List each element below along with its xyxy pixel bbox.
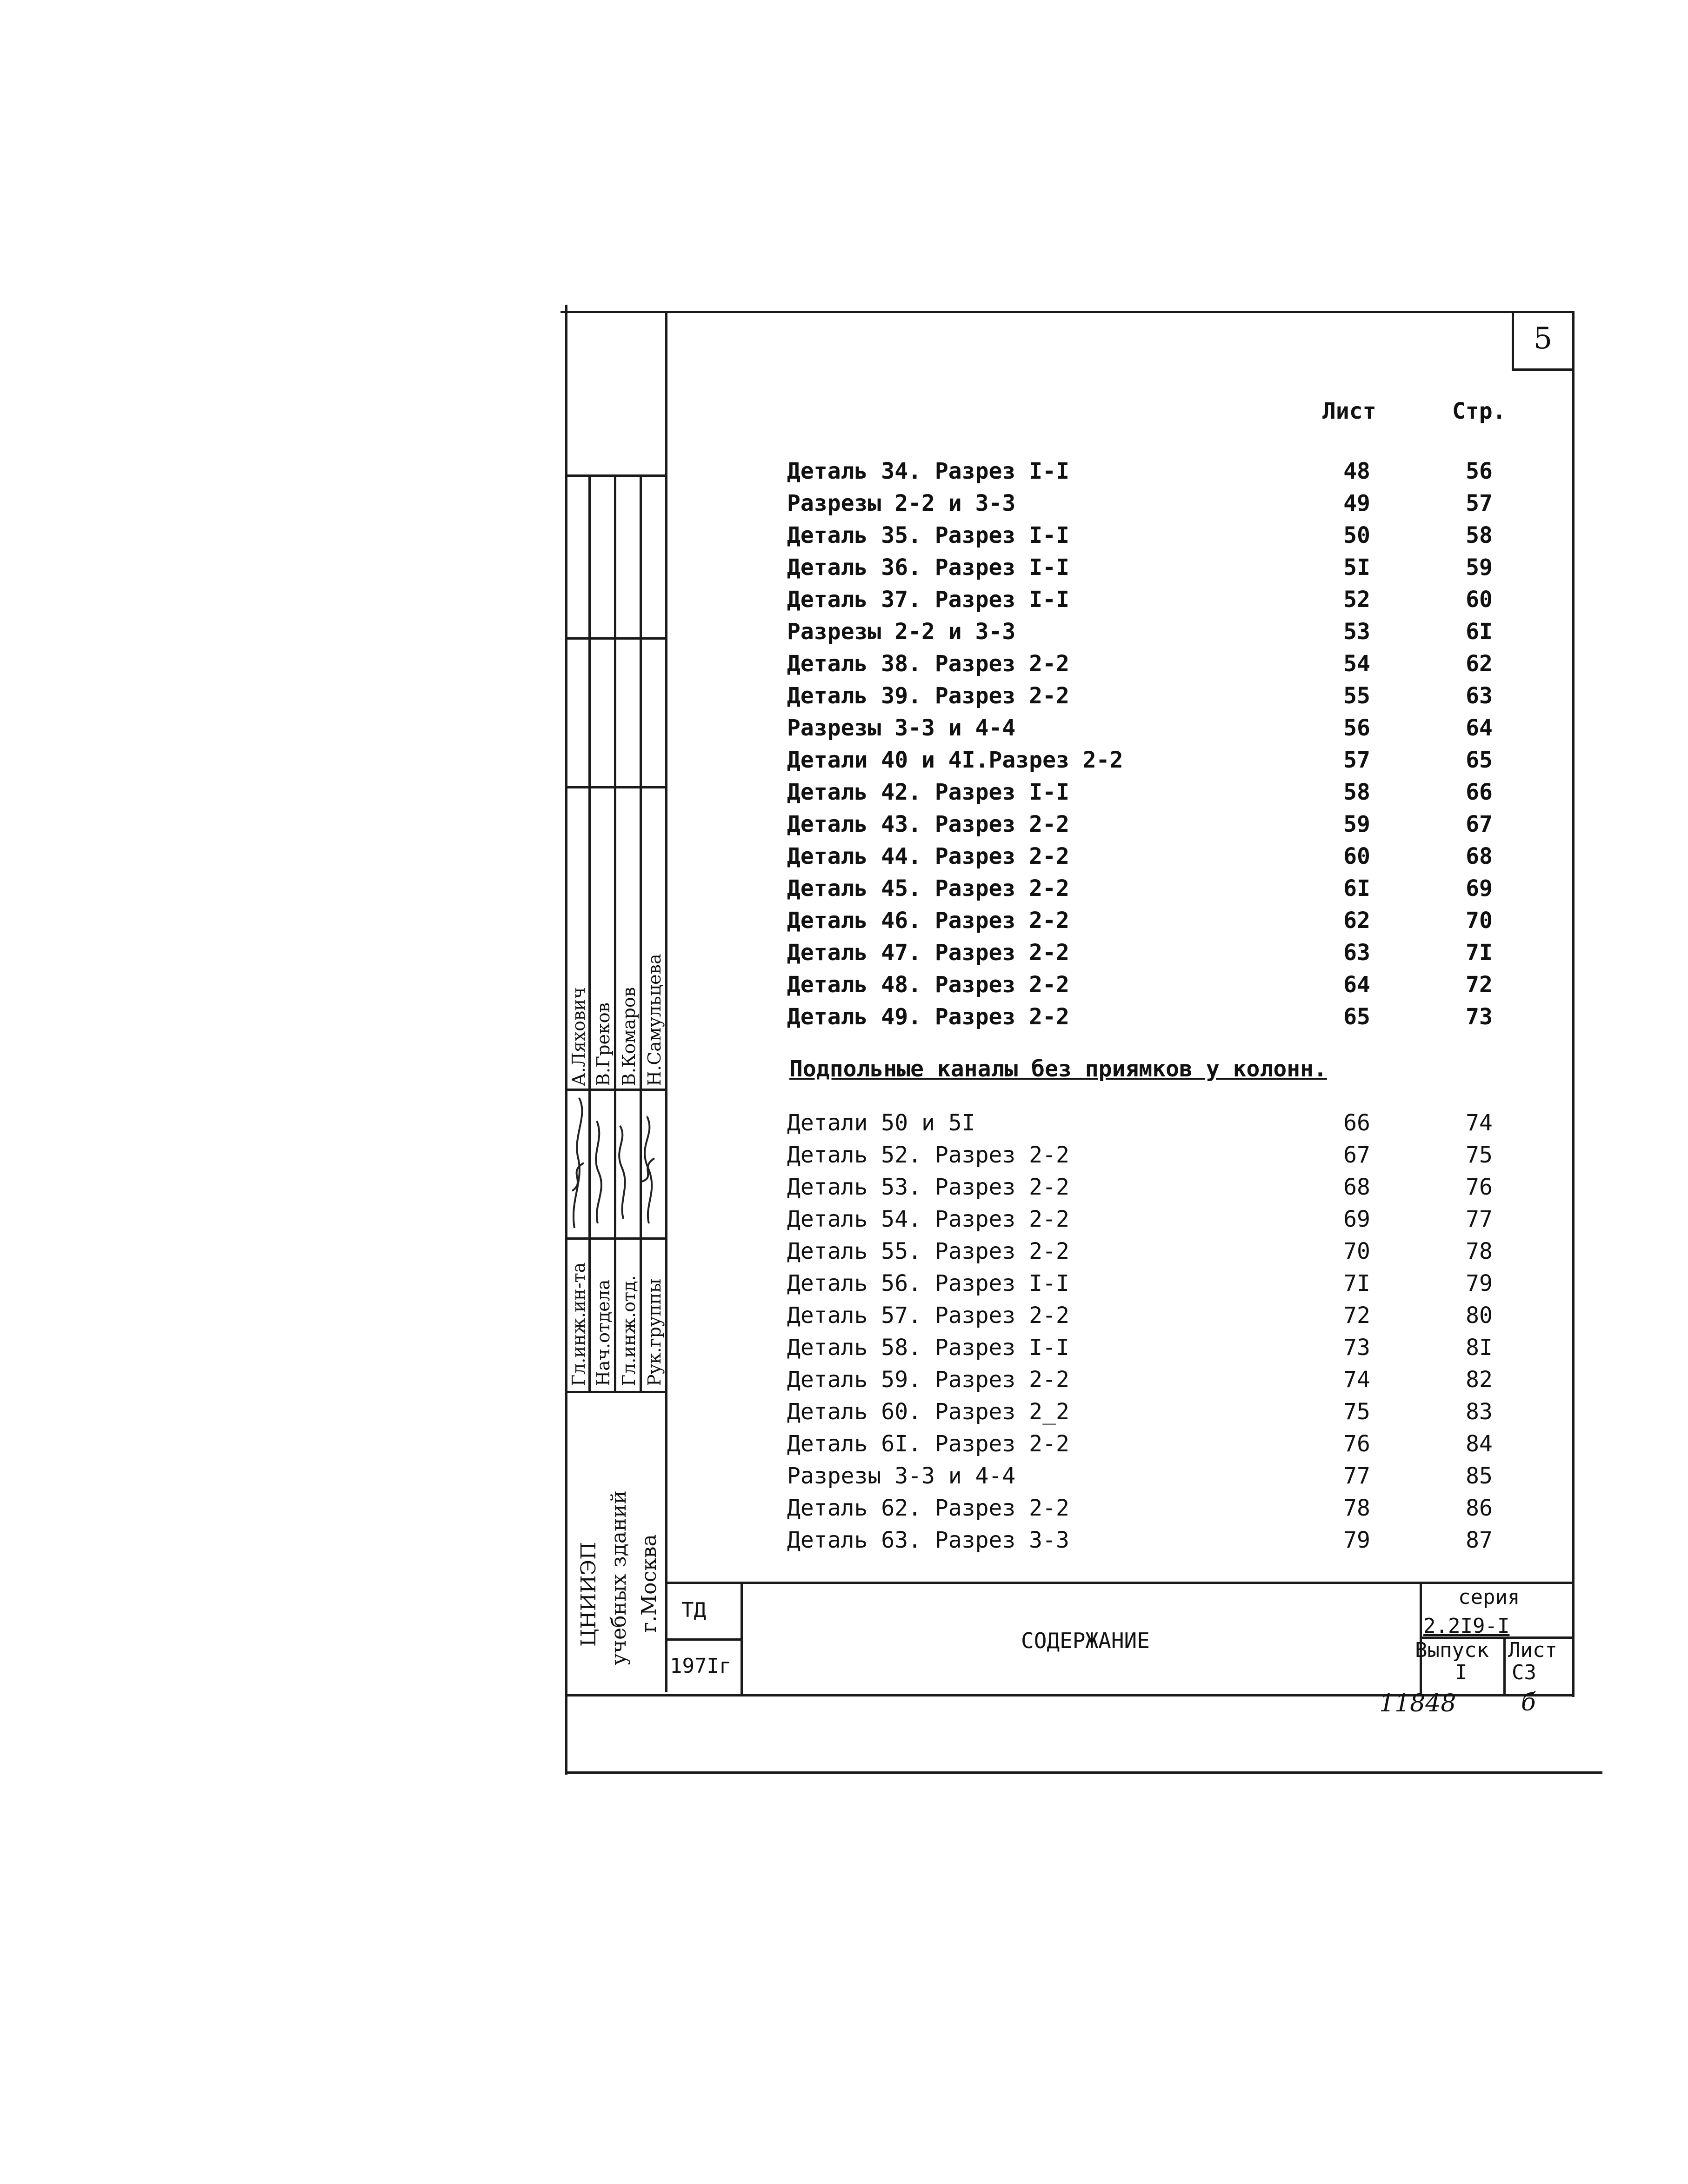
row-page: 6I [1466, 619, 1493, 645]
row-page: 75 [1466, 1142, 1493, 1168]
row-page: 82 [1466, 1367, 1493, 1393]
row-page: 67 [1466, 811, 1493, 837]
row-title: Деталь 39. Разрез 2-2 [787, 683, 1069, 709]
row-sheet: 75 [1343, 1399, 1370, 1425]
row-page: 84 [1466, 1431, 1493, 1457]
row-page: 60 [1466, 587, 1493, 613]
row-title: Разрезы 2-2 и 3-3 [787, 490, 1016, 516]
row-title: Деталь 58. Разрез I-I [787, 1335, 1069, 1361]
page-number: 5 [1533, 321, 1553, 356]
stamp-line [565, 786, 667, 788]
page-bottom-line [565, 1771, 1602, 1774]
stamp-top-line [565, 474, 667, 477]
titleblock-year: 197Iг [670, 1654, 732, 1678]
row-sheet: 5I [1343, 554, 1370, 581]
row-page: 63 [1466, 683, 1493, 709]
row-sheet: 74 [1343, 1367, 1370, 1393]
row-title: Деталь 46. Разрез 2-2 [787, 908, 1069, 934]
row-sheet: 6I [1343, 875, 1370, 902]
titleblock-series-label: серия [1458, 1585, 1520, 1609]
row-sheet: 55 [1343, 683, 1370, 709]
row-title: Деталь 57. Разрез 2-2 [787, 1302, 1069, 1329]
row-title: Деталь 56. Разрез I-I [787, 1270, 1069, 1296]
stamp-org-line: г.Москва [637, 1534, 661, 1633]
row-title: Деталь 44. Разрез 2-2 [787, 843, 1069, 869]
row-title: Деталь 63. Разрез 3-3 [787, 1527, 1069, 1553]
stamp-col-line [588, 474, 591, 1391]
row-sheet: 65 [1343, 1004, 1370, 1030]
stamp-position: Гл.инж.ин-та [568, 1262, 589, 1386]
row-title: Деталь 62. Разрез 2-2 [787, 1495, 1069, 1521]
titleblock-title: СОДЕРЖАНИЕ [1021, 1628, 1150, 1653]
titleblock-code: ТД [681, 1598, 706, 1622]
row-title: Разрезы 3-3 и 4-4 [787, 1463, 1016, 1489]
frame-left-line [565, 305, 567, 1775]
stamp-name: В.Греков [593, 1002, 614, 1086]
row-sheet: 73 [1343, 1335, 1370, 1361]
row-sheet: 66 [1343, 1110, 1370, 1136]
stamp-position: Нач.отдела [593, 1279, 614, 1386]
row-title: Детали 40 и 4I.Разрез 2-2 [787, 747, 1123, 773]
inventory-mark: б [1521, 1689, 1536, 1716]
column-header-sheet: Лист [1322, 398, 1376, 424]
titleblock-mid-line [665, 1638, 742, 1641]
row-sheet: 50 [1343, 522, 1370, 548]
row-page: 70 [1466, 908, 1493, 934]
row-title: Деталь 35. Разрез I-I [787, 522, 1069, 548]
row-sheet: 77 [1343, 1463, 1370, 1489]
row-title: Деталь 48. Разрез 2-2 [787, 972, 1069, 998]
stamp-line [565, 637, 667, 640]
row-sheet: 68 [1343, 1174, 1370, 1200]
titleblock-series-value: 2.2I9-I [1423, 1614, 1510, 1638]
row-title: Деталь 52. Разрез 2-2 [787, 1142, 1069, 1168]
row-page: 77 [1466, 1206, 1493, 1232]
row-title: Детали 50 и 5I [787, 1110, 975, 1136]
row-sheet: 59 [1343, 811, 1370, 837]
row-title: Деталь 49. Разрез 2-2 [787, 1004, 1069, 1030]
stamp-position: Рук.группы [644, 1278, 665, 1386]
frame-top-line [560, 311, 1575, 313]
row-title: Деталь 6I. Разрез 2-2 [787, 1431, 1069, 1457]
row-sheet: 64 [1343, 972, 1370, 998]
titleblock-sheet-value: С3 [1512, 1661, 1536, 1684]
row-page: 69 [1466, 875, 1493, 902]
row-sheet: 53 [1343, 619, 1370, 645]
titleblock-issue-label: Выпуск [1415, 1638, 1489, 1662]
frame-right-line [1572, 311, 1575, 1697]
row-page: 58 [1466, 522, 1493, 548]
row-page: 87 [1466, 1527, 1493, 1553]
row-page: 76 [1466, 1174, 1493, 1200]
row-sheet: 56 [1343, 715, 1370, 741]
row-page: 65 [1466, 747, 1493, 773]
frame-inner-left-line [665, 311, 667, 1692]
row-sheet: 57 [1343, 747, 1370, 773]
titleblock-issue-value: I [1455, 1661, 1468, 1684]
row-sheet: 67 [1343, 1142, 1370, 1168]
row-sheet: 49 [1343, 490, 1370, 516]
row-sheet: 62 [1343, 908, 1370, 934]
section-heading: Подпольные каналы без приямков у колонн. [789, 1056, 1327, 1082]
titleblock-top-line [665, 1582, 1575, 1584]
titleblock-sheet-label: Лист [1508, 1638, 1557, 1662]
stamp-org-line: ЦНИИЭП [577, 1542, 600, 1647]
row-page: 72 [1466, 972, 1493, 998]
row-page: 78 [1466, 1238, 1493, 1264]
row-sheet: 72 [1343, 1302, 1370, 1329]
row-sheet: 63 [1343, 940, 1370, 966]
row-sheet: 78 [1343, 1495, 1370, 1521]
stamp-name: А.Ляхович [568, 987, 589, 1086]
stamp-line [565, 1237, 667, 1240]
stamp-org-line: учебных зданий [607, 1490, 631, 1665]
row-title: Разрезы 2-2 и 3-3 [787, 619, 1016, 645]
row-page: 74 [1466, 1110, 1493, 1136]
stamp-name: Н.Самульцева [644, 954, 665, 1086]
row-page: 66 [1466, 779, 1493, 805]
row-title: Деталь 34. Разрез I-I [787, 458, 1069, 484]
row-sheet: 60 [1343, 843, 1370, 869]
row-sheet: 70 [1343, 1238, 1370, 1264]
row-page: 64 [1466, 715, 1493, 741]
titleblock-divider [1503, 1636, 1506, 1696]
titleblock-divider [741, 1582, 743, 1696]
signatures [565, 1089, 667, 1237]
row-title: Деталь 37. Разрез I-I [787, 587, 1069, 613]
stamp-position: Гл.инж.отд. [619, 1275, 639, 1386]
row-title: Деталь 38. Разрез 2-2 [787, 651, 1069, 677]
row-page: 8I [1466, 1335, 1493, 1361]
row-page: 62 [1466, 651, 1493, 677]
row-sheet: 54 [1343, 651, 1370, 677]
row-sheet: 58 [1343, 779, 1370, 805]
row-page: 79 [1466, 1270, 1493, 1296]
row-title: Деталь 55. Разрез 2-2 [787, 1238, 1069, 1264]
row-sheet: 79 [1343, 1527, 1370, 1553]
row-title: Деталь 53. Разрез 2-2 [787, 1174, 1069, 1200]
row-sheet: 76 [1343, 1431, 1370, 1457]
row-title: Деталь 43. Разрез 2-2 [787, 811, 1069, 837]
row-page: 83 [1466, 1399, 1493, 1425]
row-title: Деталь 36. Разрез I-I [787, 554, 1069, 581]
row-sheet: 48 [1343, 458, 1370, 484]
row-title: Деталь 42. Разрез I-I [787, 779, 1069, 805]
row-page: 85 [1466, 1463, 1493, 1489]
row-page: 86 [1466, 1495, 1493, 1521]
row-title: Деталь 59. Разрез 2-2 [787, 1367, 1069, 1393]
stamp-col-line [614, 474, 616, 1391]
row-title: Деталь 54. Разрез 2-2 [787, 1206, 1069, 1232]
row-sheet: 69 [1343, 1206, 1370, 1232]
row-page: 73 [1466, 1004, 1493, 1030]
row-title: Деталь 45. Разрез 2-2 [787, 875, 1069, 902]
row-page: 59 [1466, 554, 1493, 581]
row-sheet: 7I [1343, 1270, 1370, 1296]
inventory-number: 11848 [1379, 1690, 1456, 1717]
column-header-page: Стр. [1452, 398, 1506, 424]
row-page: 57 [1466, 490, 1493, 516]
stamp-line [565, 1391, 667, 1393]
row-page: 7I [1466, 940, 1493, 966]
row-title: Деталь 47. Разрез 2-2 [787, 940, 1069, 966]
row-page: 80 [1466, 1302, 1493, 1329]
row-page: 56 [1466, 458, 1493, 484]
stamp-name: В.Комаров [619, 987, 639, 1086]
stamp-col-line [640, 474, 642, 1391]
row-title: Деталь 60. Разрез 2_2 [787, 1399, 1069, 1425]
row-sheet: 52 [1343, 587, 1370, 613]
row-page: 68 [1466, 843, 1493, 869]
row-title: Разрезы 3-3 и 4-4 [787, 715, 1016, 741]
